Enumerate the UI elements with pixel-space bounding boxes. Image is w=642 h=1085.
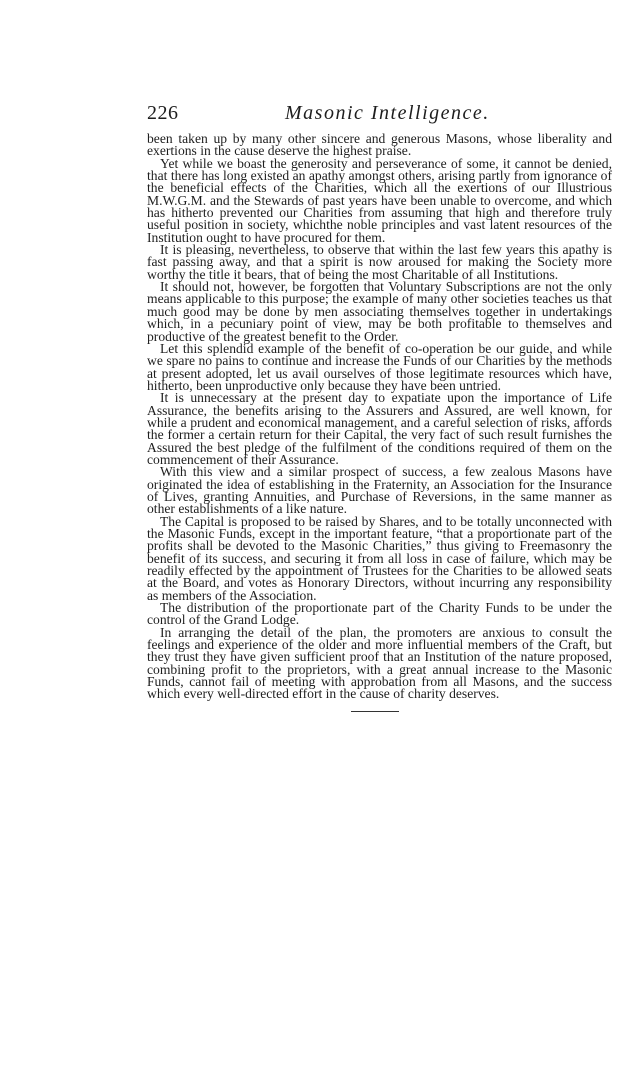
paragraph-life-assurance: It is unnecessary at the present day to expatiate upon the importance of Life Assurance, the benefits arising to the Assurers and Assured, are well known, for while a prudent and economical management, and a careful selection of risks, affords the former a certain return for their Capital, the very fact of such result furnishes the Assured the best pledge of the fulfilment of the conditions required of them on the commencement of their Assurance. (147, 390, 612, 467)
page-number: 226 (147, 102, 179, 124)
paragraph-association: With this view and a similar prospect of success, a few zealous Masons have originated the idea of establishing in the Fraternity, an Association for the Insurance of Lives, granting Annuities, and Purchase of Reversions, in the same manner as other establishments of a like nature. (147, 464, 612, 517)
paragraph-distribution: The distribution of the proportionate part of the Charity Funds to be under the control of the Grand Lodge. (147, 600, 612, 628)
body-text (147, 133, 612, 701)
paragraph-capital: The Capital is proposed to be raised by Shares, and to be totally unconnected with the Masonic Funds, except in the important feature, “that a proportionate part of the profits shall be devoted to the Masonic Charities,” thus giving to Freemasonry the benefit of its success, and securing it from all loss in case of failure, which may be readily effected by the appointment of Trustees for the Charities to be allowed seats at the Board, and votes as Honorary Directors, without incurring any responsibility as members of the Association. (147, 513, 612, 603)
paragraph-continuation: been taken up by many other sincere and generous Masons, whose liberality and exertions in the cause deserve the highest praise. (147, 131, 612, 159)
paragraph-voluntary-subscriptions: It should not, however, be forgotten that Voluntary Subscriptions are not the only means applicable to this purpose; the example of many other societies teaches us that much good may be done by men associating themselves together in undertakings which, in a pecuniary point of view, may be both profitable to themselves and productive of the greatest benefit to the Order. (147, 279, 612, 344)
paragraph-co-operation: Let this splendid example of the benefit of co-operation be our guide, and while we spare no pains to continue and increase the Funds of our Charities by the methods at present adopted, let us avail ourselves of those legitimate resources which have, hitherto, been unproductive only because they have been untried. (147, 340, 612, 393)
page-header (147, 98, 612, 128)
running-title: Masonic Intelligence. (285, 102, 490, 124)
paragraph-arranging: In arranging the detail of the plan, the promoters are anxious to consult the feelings and experience of the older and more influential members of the Craft, but they trust they have given sufficient proof that an Institution of the nature proposed, combining profit to the proprietors, with a great annual increase to the Masonic Funds, cannot fail of meeting with approbation from all Masons, and the success which every well-directed effort in the cause of charity deserves. (147, 624, 612, 702)
paragraph-apathy: Yet while we boast the generosity and perseverance of some, it cannot be denied, that there has long existed an apathy amongst others, arising partly from ignorance of the beneficial effects of the Charities, which all the exertions of our Illustrious M.W.G.M. and the Stewards of past years have been unable to overcome, and which has hitherto prevented our Charities from assuming that high and therefore truly useful position in society, whichthe noble principles and vast latent resources of the Institution ought to have procured for them. (147, 155, 612, 245)
closing-rule (351, 711, 399, 712)
paragraph-pleasing: It is pleasing, nevertheless, to observe that within the last few years this apathy is fast passing away, and that a spirit is now aroused for making the Society more worthy the title it bears, that of being the most Charitable of all Institutions. (147, 242, 612, 282)
